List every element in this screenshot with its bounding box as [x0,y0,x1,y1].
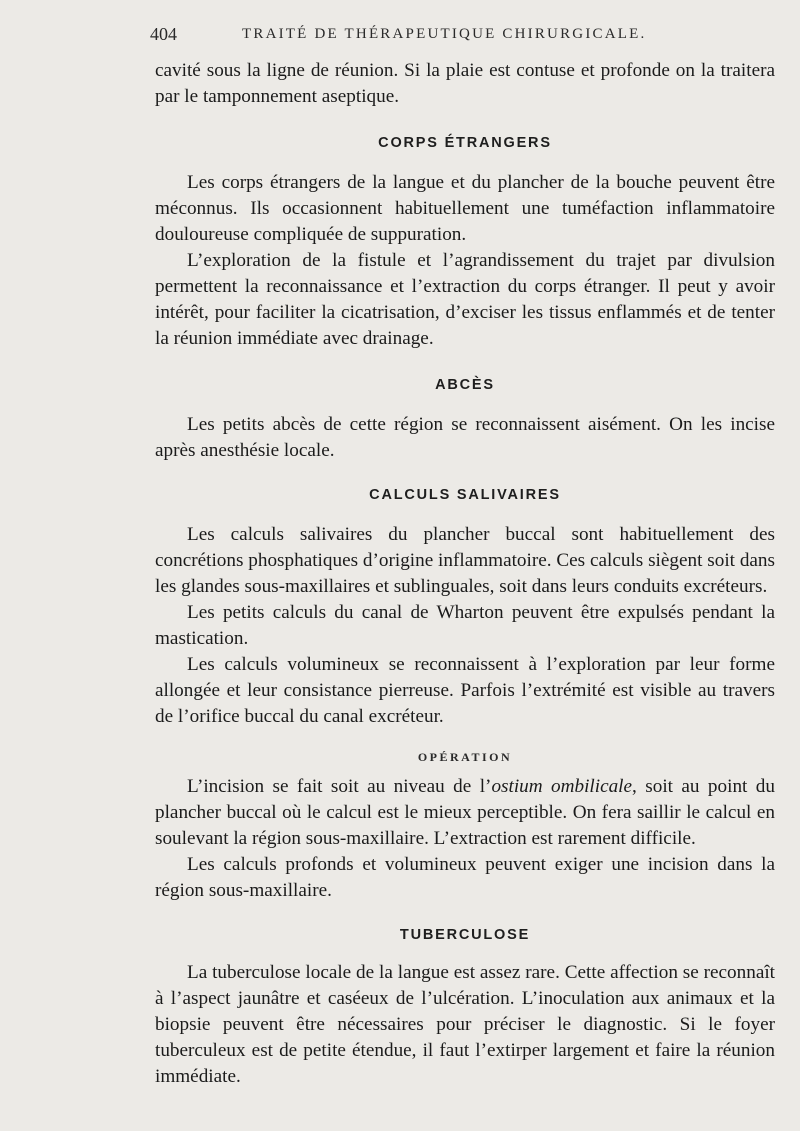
section-heading-abces: ABCÈS [435,377,495,393]
paragraph: Les petits calculs du canal de Wharton peuvent être expulsés pendant la mastication. [155,602,775,649]
italic-term: ostium ombilicale [491,776,633,797]
paragraph: Les calculs profonds et volumineux peuvent exiger une incision dans la région sous-maxillaire. [155,854,775,901]
page-number: 404 [150,24,177,44]
paragraph: Les petits abcès de cette région se reconnaissent aisément. On les incise après anesthésie locale. [155,414,775,461]
text-run: , soit au point du plancher buccal où le calcul est le mieux perceptible. On fera saillir le calcul en soulevant la région sous-maxillaire. L’extraction est rarement difficile. [155,776,775,849]
section-heading-tuberculose: TUBERCULOSE [399,927,531,943]
continuation-paragraph: cavité sous la ligne de réunion. Si la plaie est contuse et profonde on la traitera par le tamponnement aseptique. [155,60,775,107]
running-header [150,24,790,46]
paragraph: L’exploration de la fistule et l’agrandissement du trajet par divulsion permettent la reconnaissance et l’extraction du corps étranger. Il peut y avoir intérêt, pour faciliter la cicatrisation, d’exciser les tissus enflammés et de tenter la réunion immédiate avec drainage. [155,250,775,349]
running-title: TRAITÉ DE THÉRAPEUTIQUE CHIRURGICALE. [242,26,647,42]
paragraph: Les calculs salivaires du plancher buccal sont habituellement des concrétions phosphatiques d’origine inflammatoire. Ces calculs siègent soit dans les glandes sous-maxillaires et sublinguales, soit dans leurs conduits excréteurs. [155,524,775,597]
paragraph: Les calculs volumineux se reconnaissent à l’exploration par leur forme allongée et leur consistance pierreuse. Parfois l’extrémité est visible au travers de l’orifice buccal du canal excréteur. [155,654,775,727]
section-heading-corps-etrangers: CORPS ÉTRANGERS [378,135,552,151]
paragraph: La tuberculose locale de la langue est assez rare. Cette affection se reconnaît à l’aspect jaunâtre et caséeux de l’ulcération. L’inoculation aux animaux et la biopsie peuvent être nécessaires pour préciser le diagnostic. Si le foyer tuberculeux est de petite étendue, il faut l’extirper largement et faire la réunion immédiate. [155,962,775,1087]
page-body [155,58,775,1090]
section-heading-calculs-salivaires: CALCULS SALIVAIRES [369,487,561,503]
paragraph: Les corps étrangers de la langue et du plancher de la bouche peuvent être méconnus. Ils occasionnent habituellement une tuméfaction inflammatoire douloureuse compliquée de suppuration. [155,172,775,245]
text-run: L’incision se fait soit au niveau de l’ [187,776,492,797]
paragraph-operation [155,774,775,852]
subsection-heading-operation: OPÉRATION [417,750,513,764]
